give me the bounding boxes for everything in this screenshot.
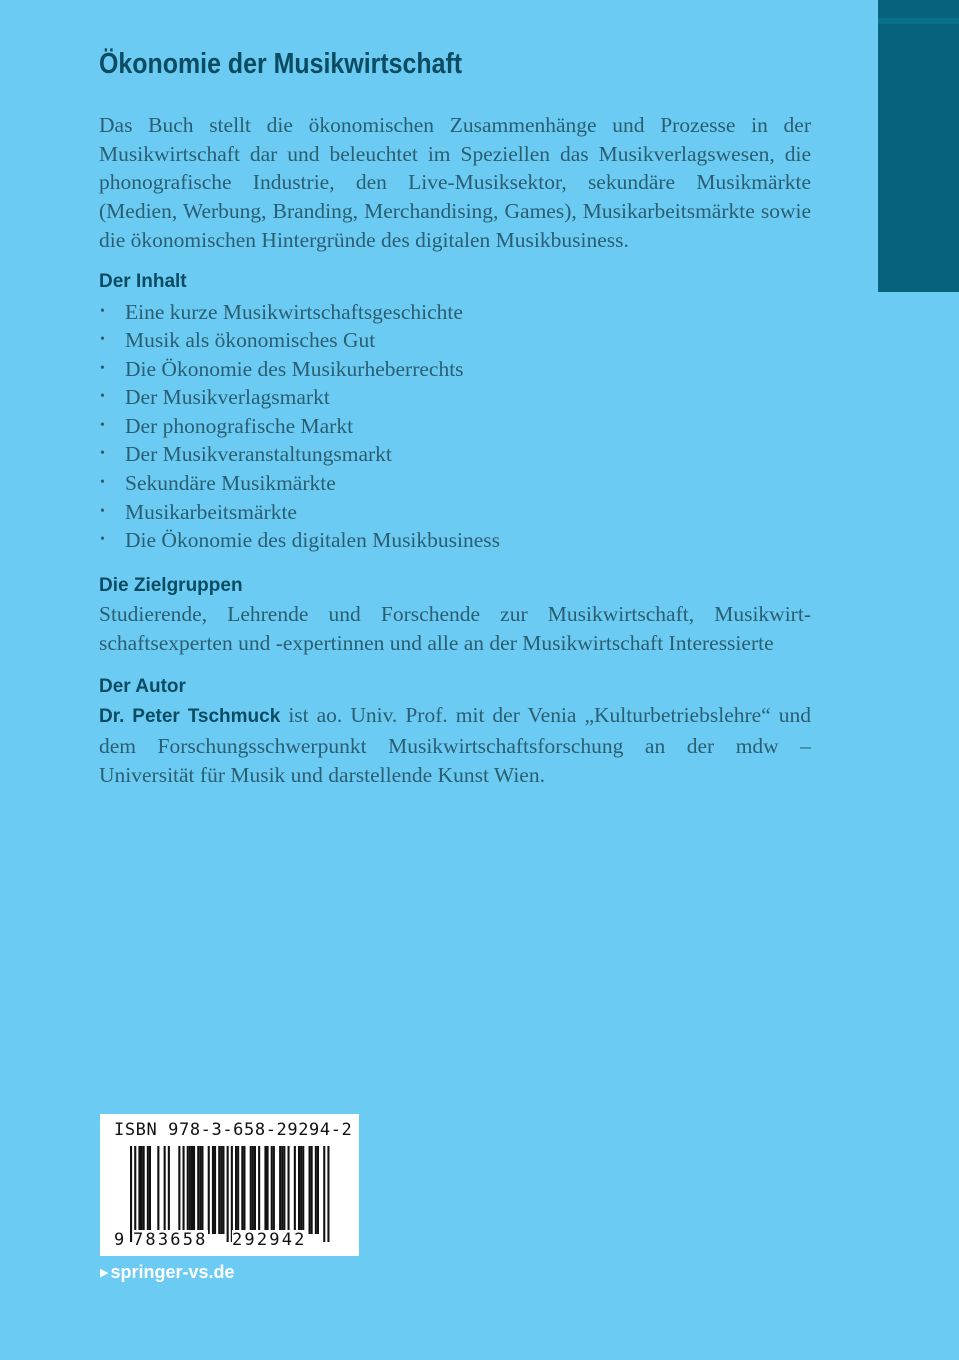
contents-list	[99, 298, 811, 555]
barcode-bar	[315, 1146, 317, 1234]
audience-paragraph: Studierende, Lehrende und Forschende zur Musikwirtschaft, Musikwirtschaftsexperten und -expertinnen und alle an der Musikwirtschaft Interessierte	[99, 601, 811, 655]
barcode-bar	[141, 1146, 143, 1234]
barcode-bar	[197, 1146, 199, 1234]
author-paragraph	[99, 701, 811, 789]
barcode-bar	[281, 1146, 283, 1234]
barcode-bar	[157, 1146, 159, 1234]
barcode-bar	[235, 1146, 237, 1234]
barcode-digits-left: 783658	[133, 1230, 208, 1250]
barcode-bar	[220, 1146, 222, 1234]
barcode-bar	[273, 1146, 275, 1234]
barcode-bar	[189, 1146, 191, 1234]
barcode-bar	[300, 1146, 302, 1234]
barcode-bar	[231, 1146, 233, 1242]
barcode-bar	[254, 1146, 256, 1234]
barcode-bar	[212, 1146, 214, 1234]
barcode-bar	[183, 1146, 185, 1234]
barcode-bar	[279, 1146, 281, 1234]
book-title: Ökonomie der Musikwirtschaft	[99, 48, 463, 80]
barcode-bar	[271, 1146, 273, 1234]
publisher-link[interactable]	[100, 1262, 235, 1283]
barcode-bar	[218, 1146, 220, 1234]
barcode-bar	[138, 1146, 140, 1234]
side-color-tab	[878, 0, 959, 292]
list-item: • Der Musikveranstaltungsmarkt	[99, 440, 811, 469]
barcode-bar	[298, 1146, 300, 1234]
barcode-bar	[311, 1146, 313, 1234]
list-item: • Eine kurze Musikwirtschaftsgeschichte	[99, 298, 811, 327]
barcode-bar	[199, 1146, 201, 1234]
barcode-bar	[208, 1146, 210, 1234]
barcode-bar	[243, 1146, 245, 1234]
author-heading: Der Autor	[99, 676, 186, 698]
barcode-bar	[241, 1146, 243, 1234]
barcode-bar	[323, 1146, 325, 1242]
intro-paragraph: Das Buch stellt die ökonomischen Zusammenhänge und Prozesse in der Musikwirtschaft dar und beleuchtet im Speziellen das Musikverlagswesen, die phonografische Industrie, den Live-Musiksektor, sekundäre Musikmärkte (Medien, Werbung, Branding, Merchandising, Games), Musikarbeitsmärkte sowie die ökonomischen Hintergründe des digitalen Musikbusiness.	[99, 113, 811, 252]
list-item: • Die Ökonomie des digitalen Musikbusiness	[99, 526, 811, 555]
barcode-bar	[193, 1146, 195, 1234]
barcode-bar	[302, 1146, 304, 1234]
barcode-bar	[258, 1146, 260, 1234]
barcode-bar	[191, 1146, 193, 1234]
barcode-bar	[187, 1146, 189, 1234]
publisher-url: springer-vs.de	[110, 1262, 235, 1282]
barcode-bar	[327, 1146, 329, 1242]
barcode-bar	[237, 1146, 239, 1234]
barcode-bar	[214, 1146, 216, 1234]
barcode-digits-right: 292942	[232, 1230, 307, 1250]
barcode-bar	[149, 1146, 151, 1234]
list-item: • Der Musikverlagsmarkt	[99, 383, 811, 412]
barcode-bar	[250, 1146, 252, 1234]
barcode-bar	[143, 1146, 145, 1234]
barcode-bar	[309, 1146, 311, 1234]
list-item: • Musik als ökonomisches Gut	[99, 326, 811, 355]
barcode-bar	[201, 1146, 203, 1234]
isbn-label: ISBN 978-3-658-29294-2	[114, 1120, 353, 1140]
barcode-bar	[288, 1146, 290, 1234]
barcode-bar	[147, 1146, 149, 1234]
contents-heading: Der Inhalt	[99, 270, 187, 292]
barcode-bar	[294, 1146, 296, 1234]
author-name: Dr. Peter Tschmuck	[99, 706, 281, 728]
barcode-bar	[264, 1146, 266, 1234]
barcode-bar	[227, 1146, 229, 1242]
barcode-bar	[168, 1146, 170, 1234]
isbn-barcode-box	[100, 1114, 359, 1256]
barcode-bar	[164, 1146, 166, 1234]
list-item: • Die Ökonomie des Musikurheberrechts	[99, 355, 811, 384]
barcode-bar	[267, 1146, 269, 1234]
barcode-bar	[134, 1146, 136, 1242]
barcode-bar	[317, 1146, 319, 1234]
list-item: • Sekundäre Musikmärkte	[99, 469, 811, 498]
side-tab-stripe	[878, 18, 959, 24]
barcode-digit-first: 9	[114, 1230, 125, 1250]
barcode-bar	[252, 1146, 254, 1234]
barcode-bar	[130, 1146, 132, 1242]
author-bio: ist ao. Univ. Prof. mit der Venia „Kulturbetriebslehre“ und dem Forschungsschwerpunkt Musikwirtschaftsforschung an der mdw – Universität für Musik und darstellende Kunst Wien.	[99, 703, 811, 787]
audience-heading: Die Zielgruppen	[99, 574, 243, 596]
play-arrow-icon: ▶	[100, 1267, 109, 1279]
list-item: • Musikarbeitsmärkte	[99, 498, 811, 527]
barcode-bar	[178, 1146, 180, 1234]
barcode-bar	[283, 1146, 285, 1234]
barcode-bar	[222, 1146, 224, 1234]
list-item: • Der phonografische Markt	[99, 412, 811, 441]
back-cover-content	[99, 44, 811, 789]
